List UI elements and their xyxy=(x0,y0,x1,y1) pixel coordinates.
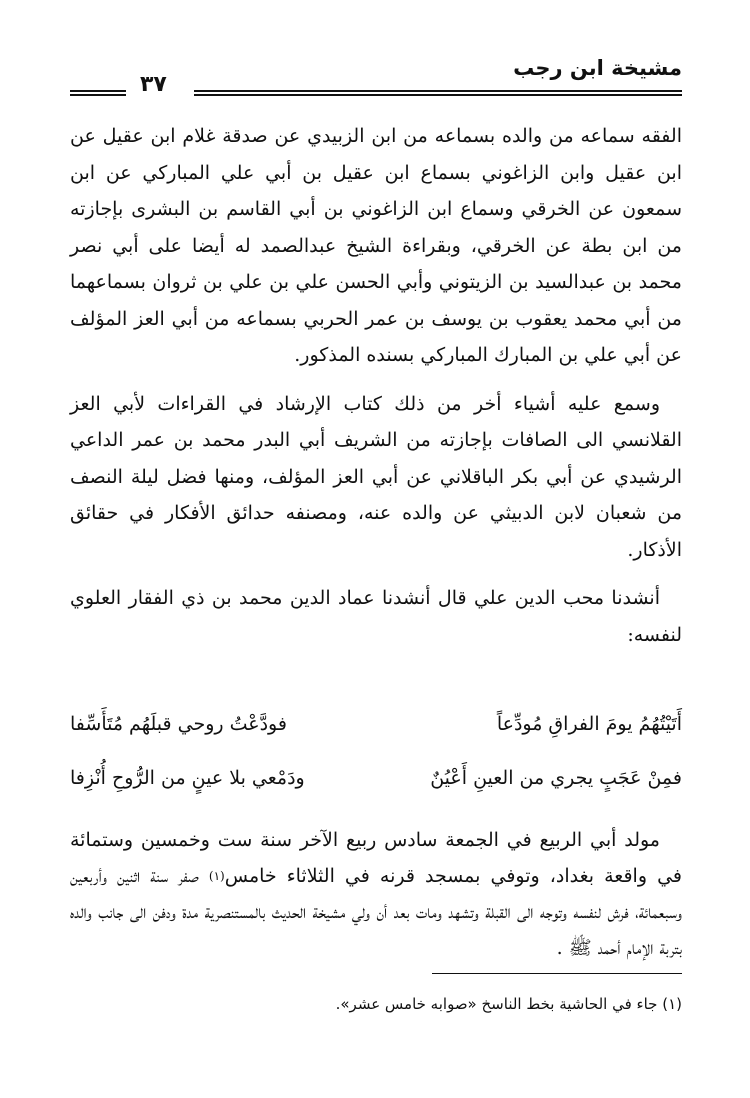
closing-text-start: مولد أبي الربيع في الجمعة سادس ربيع الآخر سنة ست وخمسين وستمائة في واقعة بغداد، وتوفي بمسجد قرنه في الثلاثاء خامس xyxy=(70,829,682,887)
poem xyxy=(70,708,682,794)
closing-text-end: صفر سنة اثنين وأربعين وسبعمائة، فرش لنفسه وتوجه الى القبلة وتشهد ومات بعد أن ولي مشيخة الحديث بالمستنصرية مدة ودفن الى جانب والده بتربة الإمام أحمد ﷺ . xyxy=(70,865,682,959)
page-header xyxy=(70,56,682,102)
poem-verse xyxy=(70,708,682,740)
page-number: ٣٧ xyxy=(140,72,167,97)
poem-hemistich: ودَمْعي بلا عينٍ من الرُّوحِ أُنْزِفا xyxy=(70,767,305,789)
poem-verse xyxy=(70,762,682,794)
header-rule-long xyxy=(194,90,682,96)
paragraph-poem-intro: أنشدنا محب الدين علي قال أنشدنا عماد الدين محمد بن ذي الفقار العلوي لنفسه: xyxy=(70,587,682,646)
footnote: (١) جاء في الحاشية بخط الناسخ «صوابه خامس عشر». xyxy=(335,995,682,1013)
poem-hemistich: فودَّعْتُ روحي قبلَهُم مُتَأَسِّفا xyxy=(70,713,287,735)
footnote-reference[interactable]: (١) xyxy=(208,869,225,883)
paragraph-isnad: الفقه سماعه من والده بسماعه من ابن الزبيدي عن صدقة غلام ابن عقيل عن ابن عقيل وابن الزاغوني بسماع ابن عقيل بن أبي علي المباركي عن ابن سمعون عن الخرقي وسماع ابن الزاغوني بن أبي القاسم بن البشرى بإجازته من ابن بطة عن الخرقي، وبقراءة الشيخ عبدالصمد له أيضا على أبي نصر محمد بن عبدالسيد بن الزيتوني وأبي الحسن علي بن علي بن ثروان بسماعهما من أبي محمد يعقوب بن يوسف بن عمر الحربي بسماعه من أبي العز المؤلف عن أبي علي بن المبارك المباركي بسنده المذكور. xyxy=(70,125,682,366)
running-title: مشيخة ابن رجب xyxy=(513,56,682,80)
poem-hemistich: أَتَيْتُهُمُ يومَ الفراقِ مُودِّعاً xyxy=(496,713,682,735)
poem-hemistich: فمِنْ عَجَبٍ يجري من العينِ أَعْيُنٌ xyxy=(430,767,682,789)
footnote-divider xyxy=(432,973,682,974)
closing-paragraph xyxy=(70,822,682,966)
paragraph-other-readings: وسمع عليه أشياء أخر من ذلك كتاب الإرشاد في القراءات لأبي العز القلانسي الى الصافات بإجازته من الشريف أبي البدر محمد بن عمر الداعي الرشيدي عن أبي بكر الباقلاني عن أبي العز المؤلف، ومنها فضل ليلة النصف من شعبان لابن الدبيثي عن والده عنه، ومصنفه حدائق الأفكار في حقائق الأذكار. xyxy=(70,392,682,561)
paragraph-birth-death xyxy=(70,822,682,966)
header-rule-short xyxy=(70,90,126,96)
main-text xyxy=(70,118,682,653)
